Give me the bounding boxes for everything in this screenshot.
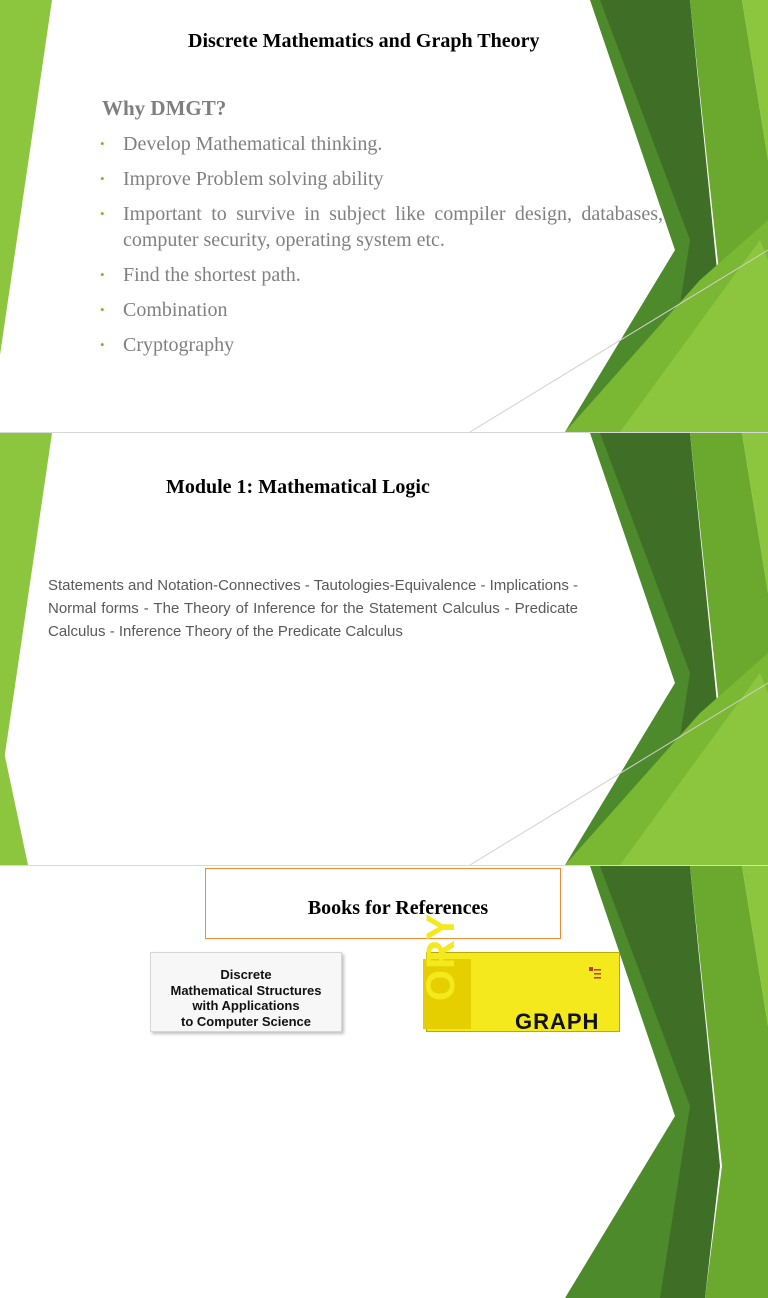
bullet-icon: • [100,136,105,151]
publisher-logo-icon [589,967,601,981]
list-item: • Develop Mathematical thinking. [100,133,383,155]
book-cover-graph-theory [419,912,620,1034]
bullet-icon: • [100,267,105,282]
module-syllabus-text: Statements and Notation-Connectives - Tautologies-Equivalence - Implications - Normal forms - The Theory of Inference for the Statement Calculus - Predicate Calculus - Inference Theory of the Predicate Calculus [48,577,578,640]
bullet-icon: • [100,337,105,352]
bullet-icon: • [100,171,105,186]
bullet-list [100,131,663,367]
references-title-box [205,868,561,939]
slide-title: Discrete Mathematics and Graph Theory [188,30,540,52]
references-title: Books for References [307,897,489,919]
list-item: • Improve Problem solving ability [100,168,384,190]
list-item: • Cryptography [100,334,235,356]
book-title: GRAPH [515,1009,600,1034]
book-title-line: with Applications [192,998,300,1013]
list-item: • Find the shortest path. [100,264,301,286]
book-title-line: to Computer Science [180,1013,312,1029]
slide-title: Module 1: Mathematical Logic [166,476,430,498]
book-cover-discrete-structures [150,952,342,1032]
cover-large-text: ORY [419,912,463,1001]
list-item: • Combination [100,299,228,321]
book-title-line: Mathematical Structures [170,982,322,998]
list-item: • Important to survive in subject like compiler design, databases, computer security, operating system etc. [100,203,663,251]
book-title-line: Discrete [220,967,272,982]
cover-band [419,912,471,1029]
slide-why-dmgt [0,0,768,432]
bullet-icon: • [100,206,105,221]
section-heading: Why DMGT? [102,96,227,120]
bullet-icon: • [100,302,105,317]
